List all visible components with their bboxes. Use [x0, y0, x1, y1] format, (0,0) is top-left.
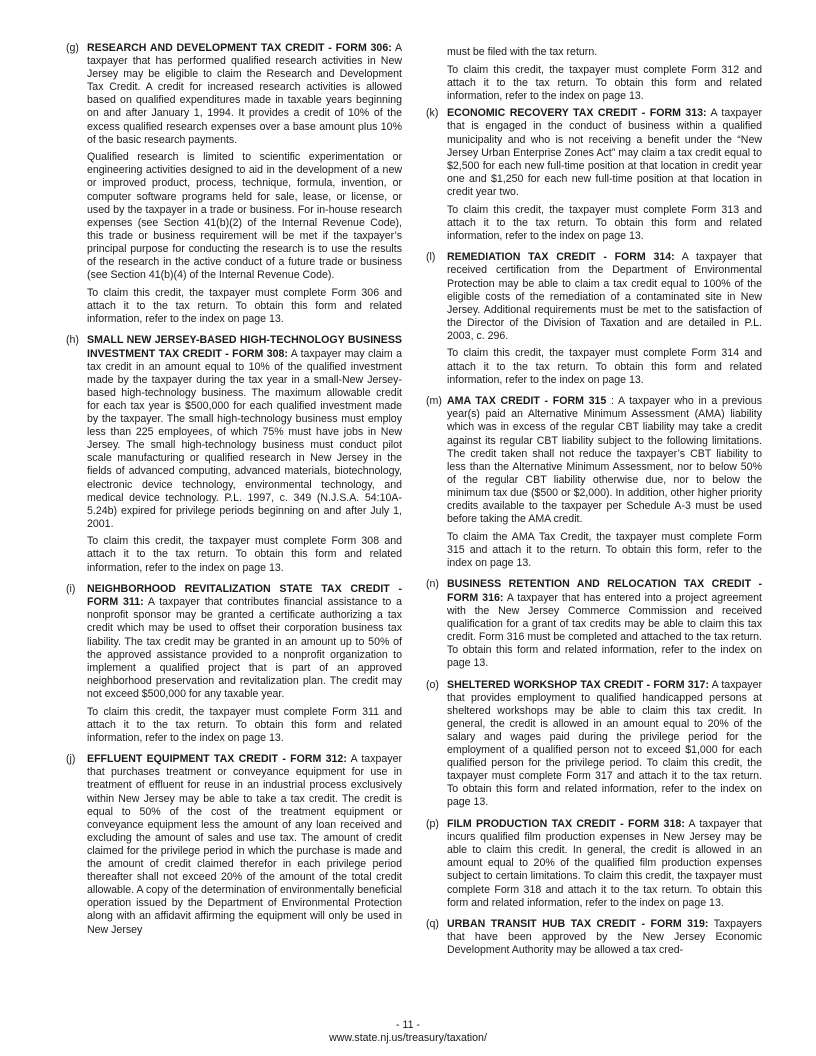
item-paragraph — [447, 395, 762, 526]
item-body — [447, 918, 762, 962]
item-letter: (p) — [426, 818, 439, 831]
item-body — [87, 583, 402, 749]
credit-item — [426, 107, 762, 247]
item-letter: (j) — [66, 753, 76, 766]
item-paragraph — [447, 679, 762, 810]
paragraph-text: Qualified research is limited to scientific experimentation or engineering activities designed to aid in the development of a new or improved product, process, technique, formula, invention, or computer software programs held for sale, lease, or license, or used by the taxpayer in a trade or business. For in-house research expenses (see Section 41(b)(2) of the Internal Revenue Code), this trade or business requirement will be met if the taxpayer’s principal purpose for conducting the research is to use the results of the research in the active conduct of a future trade or business (see Section 41(b)(4) of the Internal Revenue Code). — [87, 151, 402, 282]
item-paragraph — [447, 578, 762, 670]
item-letter: (o) — [426, 678, 439, 691]
item-paragraph — [447, 204, 762, 243]
paragraph-text: A taxpayer that has performed qualified research activities in New Jersey may be eligible to claim the Research and Development Tax Credit. A credit for increased research activities is allowed based on qualified expenditures made in taxable years beginning on and after January 1, 1994. It provides a credit of 10% of the excess qualified research expenses over a base amount plus 10% of the basic research payments. — [87, 42, 403, 146]
credit-item — [66, 753, 402, 941]
item-body — [87, 42, 402, 330]
paragraph-text: A taxpayer that contributes financial assistance to a nonprofit sponsor may be granted a certificate authorizing a tax credit which may be used to offset their corporation business tax liability. The tax credit may be granted in an amount up to 50% of the approved assistance provided to a nonprofit organization to implement a qualified project that is part of an approved neighborhood preservation and revitalization plan. The credit may not exceed $500,000 for any taxable year. — [87, 596, 403, 700]
item-paragraph — [447, 107, 762, 199]
item-paragraph — [447, 251, 762, 343]
item-body — [447, 395, 762, 574]
item-letter: (l) — [426, 251, 436, 264]
paragraph-text: A taxpayer that is engaged in the conduct of business within a qualified municipality and who is not receiving a benefit under the “New Jersey Urban Enterprise Zones Act” may claim a tax credit equal to $2,500 for each new full-time position at that location in credit year one and $1,250 for each new full-time position at that location in credit year two. — [447, 107, 763, 198]
item-letter: (k) — [426, 107, 439, 120]
item-letter: (i) — [66, 583, 76, 596]
paragraph-text: A taxpayer that received certification from the Department of Environmental Protection may be able to claim a tax credit equal to 100% of the eligible costs of the remediation of a contaminated site in New Jersey. Additional requirements must be met to the satisfaction of the Director of the Division of Taxation and are detailed in P.L. 2003, c. 296. — [447, 251, 762, 342]
item-paragraph — [447, 347, 762, 386]
item-paragraph — [87, 287, 402, 326]
item-heading: URBAN TRANSIT HUB TAX CREDIT - FORM 319: — [447, 918, 709, 931]
item-heading: REMEDIATION TAX CREDIT - FORM 314: — [447, 251, 675, 264]
paragraph-text: A taxpayer may claim a tax credit in an amount equal to 10% of the qualified investment made by the taxpayer during the tax year in a small-New Jersey-based high-technology business. The maximum allowable credit for each tax year is $500,000 for each qualified investment made by the taxpayer. The small high-technology business must employ less than 225 employees, of which 75% must have jobs in New Jersey. The small high-technology business must conduct pilot scale manufacturing or qualified research in New Jersey in the fields of advanced computing, advanced materials, biotechnology, electronic device technology, environmental technology, and medical device technology. P.L. 1997, c. 349 (N.J.S.A. 54:10A-5.24b) expired for privilege periods beginning on and after July 1, 2001. — [87, 347, 402, 530]
credit-item — [426, 251, 762, 391]
continuation-paragraph: must be filed with the tax return. — [447, 46, 598, 58]
item-heading: EFFLUENT EQUIPMENT TAX CREDIT - FORM 312: — [87, 753, 347, 766]
paragraph-text: : A taxpayer who in a previous year(s) paid an Alternative Minimum Assessment (AMA) liability which was in excess of the regular CBT liability may take a credit against its regular CBT liability subject to the following limitations. The credit taken shall not reduce the taxpayer’s CBT liability to less than the Alternative Minimum Assessment, nor to below 50% of the regular CBT liability otherwise due, nor to below the minimum tax due ($500 or $2,000). In addition, other higher priority credits available to the taxpayer per Schedule A-3 must be used before taking the AMA credit. — [447, 395, 762, 526]
paragraph-text: To claim this credit, the taxpayer must complete Form 308 and attach it to the tax return. To obtain this form and related information, refer to the index on page 13. — [87, 535, 402, 574]
item-body — [87, 334, 402, 579]
paragraph-text: To claim this credit, the taxpayer must complete Form 306 and attach it to the tax return. To obtain this form and related information, refer to the index on page 13. — [87, 286, 402, 325]
item-paragraph — [87, 151, 402, 282]
item-paragraph — [447, 531, 762, 570]
item-paragraph — [87, 334, 402, 530]
item-body — [447, 578, 762, 674]
paragraph-text: Taxpayers that have been approved by the New Jersey Economic Development Authority may be allowed a tax cred- — [447, 918, 762, 957]
right-column — [426, 46, 762, 966]
item-body — [87, 753, 402, 941]
item-paragraph — [87, 42, 402, 147]
item-paragraph — [87, 753, 402, 936]
item-paragraph — [87, 535, 402, 574]
credit-item — [426, 918, 762, 962]
credit-item — [426, 578, 762, 674]
item-letter: (g) — [66, 42, 79, 54]
right-items — [426, 107, 762, 962]
item-body — [447, 107, 762, 247]
item-heading: AMA TAX CREDIT - FORM 315 — [447, 395, 607, 408]
continued-text — [447, 46, 762, 103]
paragraph-text: To claim this credit, the taxpayer must complete Form 314 and attach it to the tax return. To obtain this form and related information, refer to the index on page 13. — [447, 347, 762, 386]
paragraph-text: A taxpayer that has entered into a project agreement with the New Jersey Commerce Commission and received qualification for a grant of tax credits may be able to claim this tax credit. Form 316 must be completed and attached to the tax return. To obtain this form and related information, refer to the index on page 13. — [447, 591, 762, 670]
item-letter: (h) — [66, 334, 79, 347]
item-body — [447, 679, 762, 814]
paragraph-text: A taxpayer that provides employment to qualified handicapped persons at sheltered workshops may be able to claim this tax credit. In general, the credit is allowed in an amount equal to 20% of the salary and wages paid during the privilege period for the employment of a qualified person not to exceed $1,000 for each qualified person for the privilege period. To claim this credit, the taxpayer must complete Form 317 and attach it to the tax return. To obtain this form and related information, refer to the index on page 13. — [447, 678, 762, 809]
item-heading: SMALL NEW JERSEY-BASED HIGH-TECHNOLOGY BUSINESS INVESTMENT TAX CREDIT - FORM 308: — [87, 334, 402, 360]
item-heading: SHELTERED WORKSHOP TAX CREDIT - FORM 317: — [447, 678, 709, 691]
item-paragraph — [87, 706, 402, 745]
paragraph-text: To claim this credit, the taxpayer must complete Form 311 and attach it to the tax return. To obtain this form and related information, refer to the index on page 13. — [87, 705, 402, 744]
item-paragraph — [447, 818, 762, 910]
paragraph-text: A taxpayer that purchases treatment or conveyance equipment for use in treatment of effluent for reuse in an industrial process exclusively within New Jersey may be able to take a tax credit. The credit is equal to 50% of the cost of the treatment equipment or conveyance equipment less the amount of any loan received and excluding the amount of sales and use tax. The amount of credit claimed for the privilege period in which the purchase is made and the amount of credit claimed therefor in each privilege period thereafter shall not exceed 20% of the amount of the total credit allowable. A copy of the determination of environmentally beneficial operation issued by the Department of Environmental Protection along with an affidavit affirming the equipment will only be used in New Jersey — [87, 753, 402, 936]
item-letter: (m) — [426, 395, 442, 408]
item-heading: NEIGHBORHOOD REVITALIZATION STATE TAX CREDIT - FORM 311: — [87, 583, 402, 609]
item-paragraph — [87, 583, 402, 701]
footer-url[interactable]: www.state.nj.us/treasury/taxation/ — [329, 1032, 487, 1044]
item-body — [447, 251, 762, 391]
credit-item — [426, 395, 762, 574]
paragraph-text: To claim this credit, the taxpayer must complete Form 313 and attach it to the tax return. To obtain this form and related information, refer to the index on page 13. — [447, 203, 762, 242]
paragraph-text: A taxpayer that incurs qualified film production expenses in New Jersey may be able to claim this credit. In general, the credit is allowed in an amount equal to 20% of the qualified film production expenses subject to certain limitations. To claim this credit, the taxpayer must complete Form 318 and attach it to the tax return. To obtain this form and related information, refer to the index on page 13. — [447, 818, 762, 909]
item-body — [447, 818, 762, 914]
item-heading: RESEARCH AND DEVELOPMENT TAX CREDIT - FORM 306: — [87, 42, 392, 54]
credit-item — [66, 42, 402, 330]
credit-item — [426, 679, 762, 814]
credit-item — [66, 334, 402, 579]
left-column — [66, 42, 402, 945]
continuation-paragraph: To claim this credit, the taxpayer must complete Form 312 and attach it to the tax return. To obtain this form and related information, refer to the index on page 13. — [447, 63, 762, 102]
item-heading: ECONOMIC RECOVERY TAX CREDIT - FORM 313: — [447, 107, 707, 120]
page-number: - 11 - — [396, 1019, 420, 1031]
item-paragraph — [447, 918, 762, 957]
item-letter: (q) — [426, 918, 439, 931]
paragraph-text: To claim the AMA Tax Credit, the taxpayer must complete Form 315 and attach it to the return. To obtain this form, refer to the index on page 13. — [447, 530, 762, 569]
item-letter: (n) — [426, 578, 439, 591]
item-heading: BUSINESS RETENTION AND RELOCATION TAX CREDIT - FORM 316: — [447, 578, 762, 604]
credit-item — [66, 583, 402, 749]
item-heading: FILM PRODUCTION TAX CREDIT - FORM 318: — [447, 818, 685, 831]
credit-item — [426, 818, 762, 914]
